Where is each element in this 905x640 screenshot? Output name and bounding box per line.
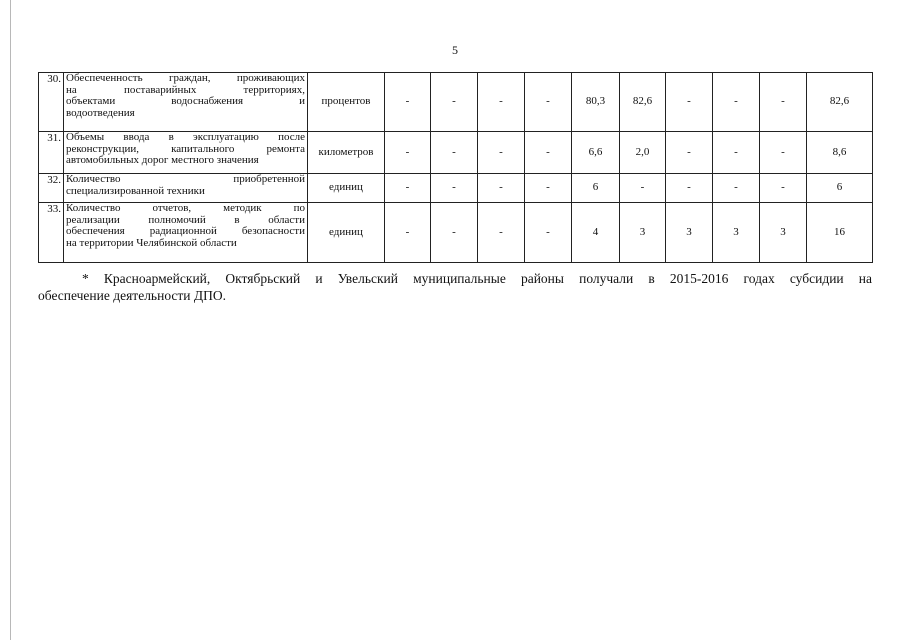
indicator-name-line: объектами водоснабжения и — [66, 95, 305, 107]
indicator-name — [64, 203, 308, 263]
page-edge-line — [10, 0, 11, 640]
indicator-name-line: на территории Челябинской области — [66, 236, 237, 249]
value-cell: - — [713, 132, 760, 174]
value-cell: 2,0 — [620, 132, 666, 174]
indicator-name-line: автомобильных дорог местного значения — [66, 154, 259, 166]
row-number: 30. — [39, 73, 64, 132]
indicator-name-line: специализированной техники — [66, 184, 205, 197]
unit-cell: единиц — [308, 174, 385, 203]
value-cell: - — [385, 203, 431, 263]
indicator-name-line: Количество приобретенной — [66, 173, 305, 185]
indicator-name-line: реализации полномочий в области — [66, 213, 305, 226]
value-cell: 8,6 — [807, 132, 873, 174]
value-cell: 6 — [572, 174, 620, 203]
value-cell: - — [385, 73, 431, 132]
value-cell: 3 — [666, 203, 713, 263]
page-number: 5 — [452, 43, 458, 57]
table-body — [39, 73, 873, 263]
value-cell: - — [666, 132, 713, 174]
value-cell: 16 — [807, 203, 873, 263]
indicator-name-line: Обеспеченность граждан, проживающих — [66, 72, 305, 84]
value-cell: - — [478, 174, 525, 203]
value-cell: - — [431, 132, 478, 174]
value-cell: 3 — [760, 203, 807, 263]
value-cell: 80,3 — [572, 73, 620, 132]
footnote-line-2: обеспечение деятельности ДПО. — [38, 287, 226, 303]
value-cell: 3 — [620, 203, 666, 263]
value-cell: - — [431, 73, 478, 132]
indicators-table — [38, 72, 873, 263]
value-cell: - — [713, 73, 760, 132]
value-cell: - — [666, 174, 713, 203]
indicator-name-line: Количество отчетов, методик по — [66, 202, 305, 214]
indicator-name — [64, 132, 308, 174]
value-cell: 82,6 — [807, 73, 873, 132]
row-number: 33. — [39, 203, 64, 263]
indicator-name-line: на поставарийных территориях, — [66, 83, 305, 96]
row-number: 31. — [39, 132, 64, 174]
value-cell: - — [713, 174, 760, 203]
value-cell: - — [478, 132, 525, 174]
indicator-name-line: водоотведения — [66, 106, 135, 119]
value-cell: 6,6 — [572, 132, 620, 174]
table-row — [39, 73, 873, 132]
unit-cell: единиц — [308, 203, 385, 263]
indicator-name — [64, 174, 308, 203]
row-number: 32. — [39, 174, 64, 203]
value-cell: - — [385, 132, 431, 174]
value-cell: - — [431, 203, 478, 263]
value-cell: - — [525, 203, 572, 263]
footnote — [38, 271, 872, 304]
value-cell: 82,6 — [620, 73, 666, 132]
indicator-name — [64, 73, 308, 132]
indicator-name-line: обеспечения радиационной безопасности — [66, 225, 305, 237]
table-row — [39, 203, 873, 263]
value-cell: - — [620, 174, 666, 203]
table-row — [39, 174, 873, 203]
value-cell: - — [525, 174, 572, 203]
value-cell: - — [478, 73, 525, 132]
value-cell: - — [525, 132, 572, 174]
value-cell: - — [525, 73, 572, 132]
value-cell: - — [666, 73, 713, 132]
value-cell: - — [760, 73, 807, 132]
unit-cell: километров — [308, 132, 385, 174]
value-cell: 6 — [807, 174, 873, 203]
value-cell: 4 — [572, 203, 620, 263]
value-cell: - — [760, 174, 807, 203]
value-cell: - — [478, 203, 525, 263]
value-cell: - — [760, 132, 807, 174]
table-row — [39, 132, 873, 174]
indicator-name-line: реконструкции, капитального ремонта — [66, 142, 305, 155]
unit-cell: процентов — [308, 73, 385, 132]
value-cell: - — [431, 174, 478, 203]
indicator-name-line: Объемы ввода в эксплуатацию после — [66, 131, 305, 143]
value-cell: 3 — [713, 203, 760, 263]
value-cell: - — [385, 174, 431, 203]
footnote-line-1: * Красноармейский, Октябрьский и Увельский муниципальные районы получали в 2015-2016 годах субсидии на — [82, 271, 872, 286]
